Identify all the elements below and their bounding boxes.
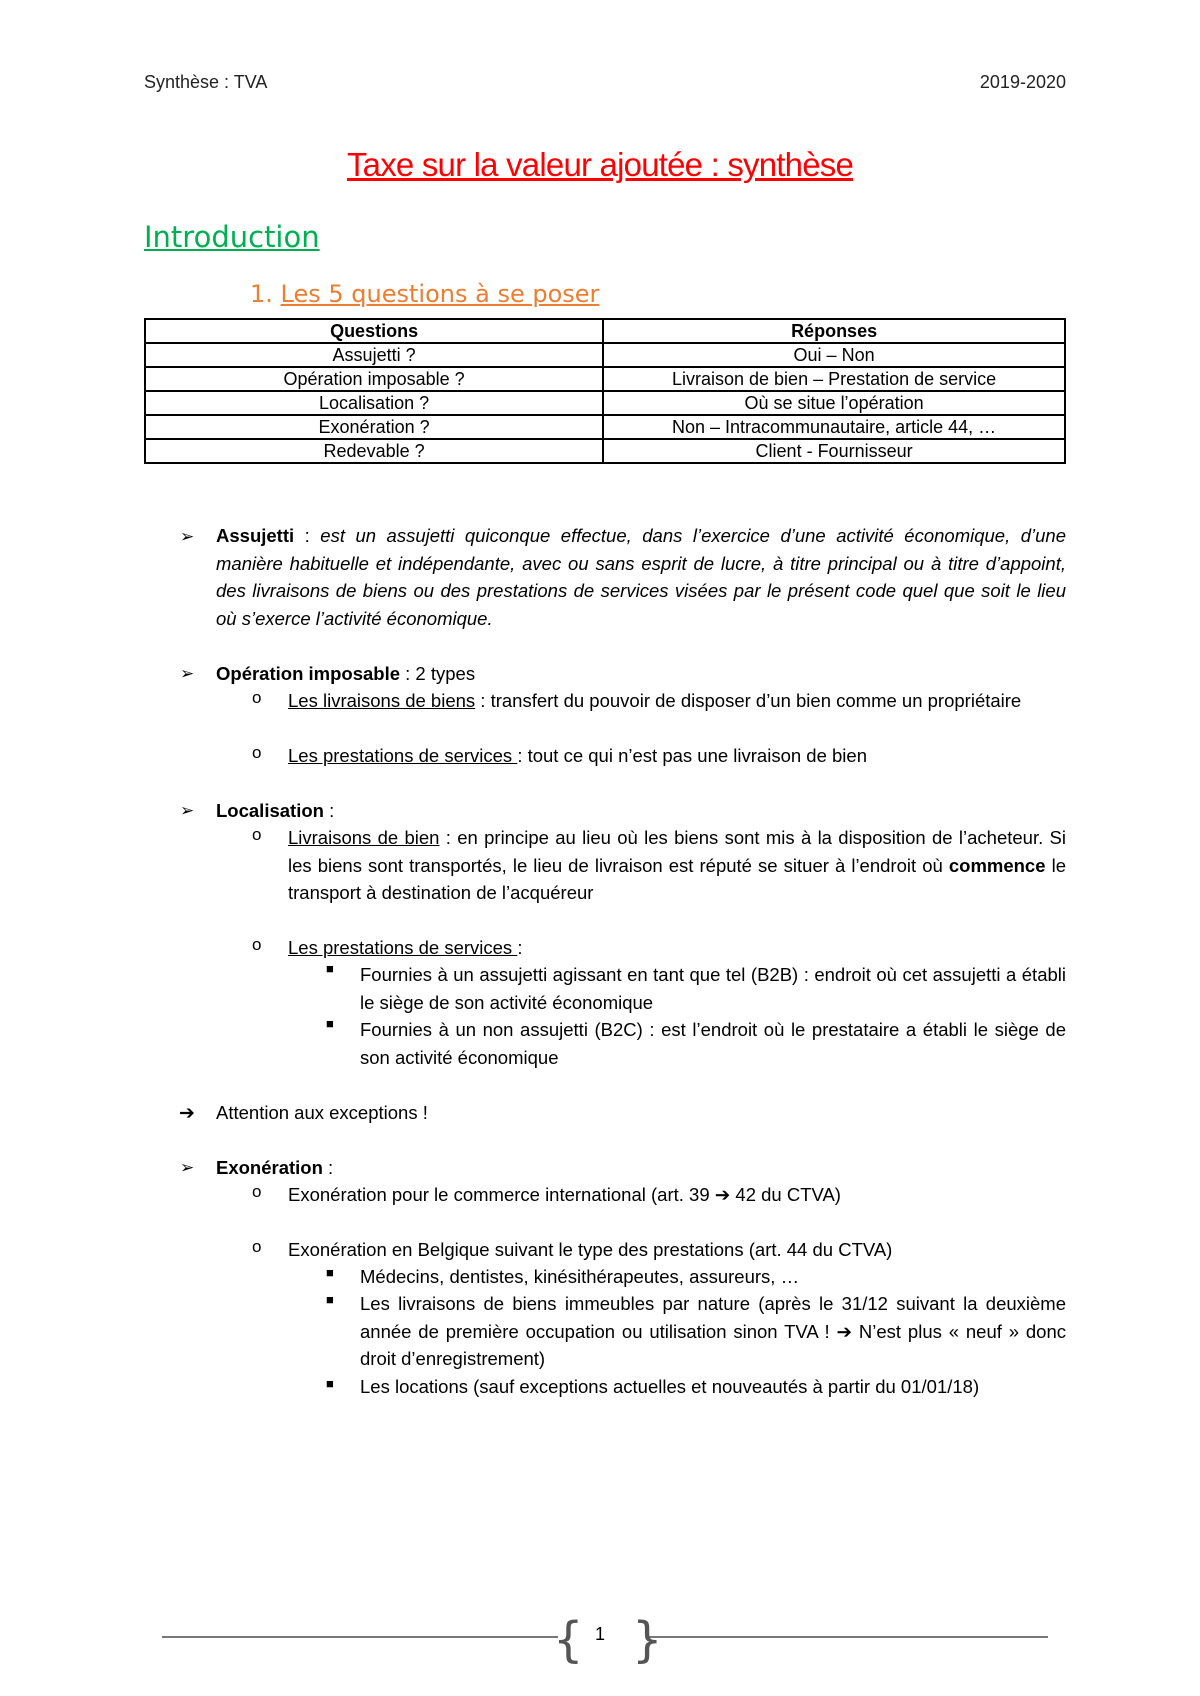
circle-bullet-icon: o xyxy=(252,743,262,762)
subsection-heading xyxy=(250,280,599,308)
table-cell: Livraison de bien – Prestation de service xyxy=(603,367,1065,391)
arrow-bullet-icon: ➢ xyxy=(180,801,195,820)
table-cell: Assujetti ? xyxy=(145,343,603,367)
operation-heading xyxy=(216,660,475,687)
table-row xyxy=(145,391,1065,415)
table-header-reponses: Réponses xyxy=(603,319,1065,343)
localisation-services-label: Les prestations de services xyxy=(288,937,518,958)
square-bullet-icon: ■ xyxy=(326,961,334,976)
header-left: Synthèse : TVA xyxy=(144,72,268,92)
circle-bullet-icon: o xyxy=(252,688,262,707)
right-arrow-icon: ➔ xyxy=(836,1320,853,1342)
table-row xyxy=(145,367,1065,391)
operation-rest: : 2 types xyxy=(400,663,476,684)
operation-item-text: : transfert du pouvoir de disposer d’un bien comme un propriétaire xyxy=(475,690,1022,711)
localisation-biens-text2: le transport à destination de l’acquéreur xyxy=(288,854,1066,903)
exoneration-sub-2a: Les livraisons de biens immeubles par nature (après le 31/12 suivant la deuxième année de première occupation ou utilisation sinon TVA ! xyxy=(360,1293,1066,1342)
exoneration-sub-1: Médecins, dentistes, kinésithérapeutes, assureurs, … xyxy=(360,1266,800,1287)
table-row xyxy=(145,415,1065,439)
right-brace-icon: } xyxy=(632,1612,663,1668)
table-header-row xyxy=(145,319,1065,343)
exoneration-sub-3: Les locations (sauf exceptions actuelles et nouveautés à partir du 01/01/18) xyxy=(360,1376,980,1397)
assujetti-separator: : xyxy=(294,525,321,546)
header-right: 2019-2020 xyxy=(979,72,1066,92)
localisation-term: Localisation xyxy=(216,800,324,821)
square-bullet-icon: ■ xyxy=(326,1016,334,1031)
table-row xyxy=(145,343,1065,367)
operation-term: Opération imposable xyxy=(216,663,401,684)
table-cell: Localisation ? xyxy=(145,391,603,415)
circle-bullet-icon: o xyxy=(252,935,262,954)
localisation-services-rest: : xyxy=(517,937,523,958)
square-bullet-icon: ■ xyxy=(326,1292,334,1307)
section-heading: Introduction xyxy=(144,220,320,254)
attention-note: Attention aux exceptions ! xyxy=(216,1102,428,1123)
exoneration-item-1 xyxy=(288,1181,841,1208)
square-bullet-icon: ■ xyxy=(326,1265,334,1280)
exoneration-item-1b: 42 du CTVA) xyxy=(735,1184,841,1205)
exoneration-rest: : xyxy=(322,1157,334,1178)
subsection-label: Les 5 questions à se poser xyxy=(280,280,600,308)
localisation-heading xyxy=(216,797,334,824)
table-cell: Opération imposable ? xyxy=(145,367,603,391)
document-title: Taxe sur la valeur ajoutée : synthèse xyxy=(346,146,854,183)
localisation-rest: : xyxy=(323,800,335,821)
table-cell: Client - Fournisseur xyxy=(603,439,1065,463)
localisation-services-sub-1: Fournies à un assujetti agissant en tant que tel (B2B) : endroit où cet assujetti a établi le siège de son activité économique xyxy=(360,964,1066,1013)
localisation-services-sub-2: Fournies à un non assujetti (B2C) : est l’endroit où le prestataire a établi le siège de son activité économique xyxy=(360,1019,1066,1068)
operation-item-label: Les prestations de services xyxy=(288,745,518,766)
exoneration-term: Exonération xyxy=(216,1157,323,1178)
left-brace-icon: { xyxy=(553,1612,584,1668)
table-cell: Où se situe l’opération xyxy=(603,391,1065,415)
localisation-biens-bold: commence xyxy=(948,854,1046,876)
table-cell: Redevable ? xyxy=(145,439,603,463)
operation-item-text: : tout ce qui n’est pas une livraison de bien xyxy=(517,745,867,766)
operation-item-label: Les livraisons de biens xyxy=(288,690,476,711)
arrow-bullet-icon: ➢ xyxy=(180,527,195,546)
arrow-bullet-icon: ➢ xyxy=(180,664,195,683)
table-cell: Non – Intracommunautaire, article 44, … xyxy=(603,415,1065,439)
circle-bullet-icon: o xyxy=(252,825,262,844)
assujetti-definition: est un assujetti quiconque effectue, dans l’exercice d’une activité économique, d’une manière habituelle et indépendante, avec ou sans esprit de lucre, à titre principal ou à titre d’appoint, des livraisons de biens ou des prestations de services visées par le présent code quel que soit le lieu où s’exerce l’activité économique. xyxy=(216,525,1066,629)
localisation-biens-label: Livraisons de bien xyxy=(288,827,440,848)
right-arrow-icon: ➔ xyxy=(714,1184,736,1205)
table-row xyxy=(145,439,1065,463)
exoneration-heading xyxy=(216,1154,333,1181)
exoneration-item-2: Exonération en Belgique suivant le type des prestations (art. 44 du CTVA) xyxy=(288,1239,893,1260)
circle-bullet-icon: o xyxy=(252,1237,262,1256)
table-header-questions: Questions xyxy=(145,319,603,343)
localisation-biens-paragraph xyxy=(288,824,1066,907)
assujetti-paragraph xyxy=(216,522,1066,632)
operation-item-1 xyxy=(288,687,1021,714)
operation-item-2 xyxy=(288,742,867,769)
arrow-bullet-icon: ➢ xyxy=(180,1158,195,1177)
exoneration-item-1a: Exonération pour le commerce international (art. 39 xyxy=(288,1184,715,1205)
table-cell: Exonération ? xyxy=(145,415,603,439)
assujetti-term: Assujetti xyxy=(216,525,295,546)
questions-table xyxy=(144,318,1066,464)
table-cell: Oui – Non xyxy=(603,343,1065,367)
exoneration-sub-2b: N’est plus « neuf » donc droit d’enregistrement) xyxy=(360,1320,1066,1369)
localisation-services-heading xyxy=(288,934,522,961)
square-bullet-icon: ■ xyxy=(326,1376,334,1391)
circle-bullet-icon: o xyxy=(252,1182,262,1201)
subsection-number: 1. xyxy=(250,280,273,308)
right-arrow-icon: ➔ xyxy=(179,1103,195,1124)
exoneration-sub-2 xyxy=(360,1290,1066,1373)
localisation-biens-text1: : en principe au lieu où les biens sont mis à la disposition de l’acheteur. Si les biens sont transportés, le lieu de livraison est réputé se situer à l’endroit où xyxy=(288,827,1066,876)
page-number: 1 xyxy=(594,1624,605,1644)
